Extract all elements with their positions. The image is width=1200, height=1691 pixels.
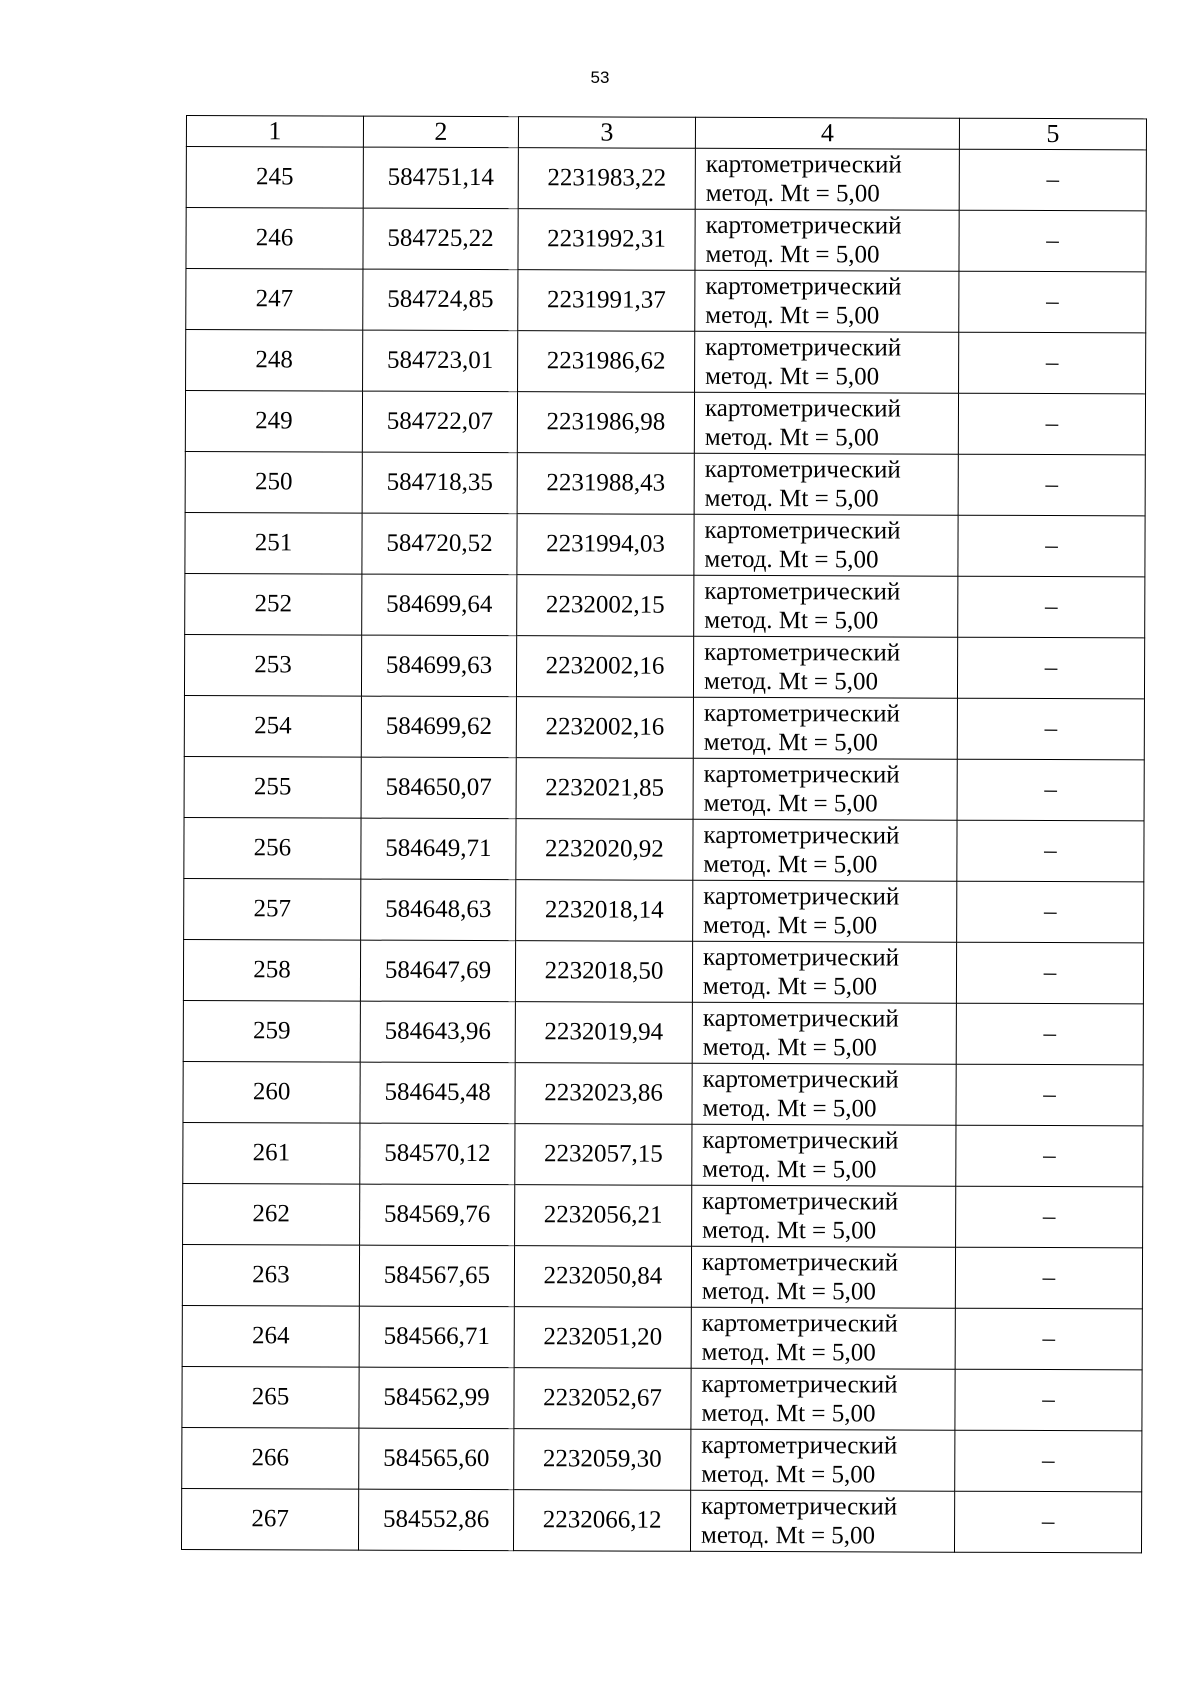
column-5-cell: – bbox=[957, 881, 1144, 943]
y-coordinate-cell: 2232056,21 bbox=[515, 1185, 692, 1247]
y-coordinate-cell: 2231986,62 bbox=[518, 331, 695, 393]
method-line-2: метод. Mt = 5,00 bbox=[704, 484, 879, 513]
x-coordinate-cell: 584567,65 bbox=[359, 1245, 514, 1307]
method-line-2: метод. Mt = 5,00 bbox=[704, 606, 879, 635]
method-line-1: картометрический bbox=[703, 882, 900, 911]
method-cell bbox=[695, 331, 959, 393]
method-line-2: метод. Mt = 5,00 bbox=[702, 1155, 877, 1184]
method-line-1: картометрический bbox=[704, 455, 901, 484]
y-coordinate-cell: 2232052,67 bbox=[514, 1368, 691, 1430]
method-line-1: картометрический bbox=[705, 150, 902, 179]
y-coordinate-cell: 2232057,15 bbox=[515, 1124, 692, 1186]
y-coordinate-cell: 2232002,16 bbox=[516, 636, 693, 698]
table-row bbox=[183, 1061, 1143, 1125]
y-coordinate-cell: 2232050,84 bbox=[514, 1246, 691, 1308]
method-line-1: картометрический bbox=[703, 760, 900, 789]
point-number-cell: 259 bbox=[183, 1000, 360, 1062]
y-coordinate-cell: 2232066,12 bbox=[513, 1490, 690, 1552]
x-coordinate-cell: 584751,14 bbox=[363, 147, 518, 209]
x-coordinate-cell: 584570,12 bbox=[360, 1123, 515, 1185]
point-number-cell: 250 bbox=[185, 451, 362, 513]
method-line-2: метод. Mt = 5,00 bbox=[703, 789, 878, 818]
table-row bbox=[185, 512, 1145, 576]
method-line-1: картометрический bbox=[701, 1370, 898, 1399]
header-col-3: 3 bbox=[518, 117, 695, 149]
method-line-2: метод. Mt = 5,00 bbox=[704, 423, 879, 452]
table-row bbox=[186, 269, 1146, 333]
column-5-cell: – bbox=[955, 1369, 1142, 1431]
method-line-1: картометрический bbox=[705, 272, 902, 301]
method-cell bbox=[693, 636, 957, 698]
x-coordinate-cell: 584552,86 bbox=[358, 1489, 513, 1551]
point-number-cell: 248 bbox=[186, 330, 363, 392]
column-5-cell: – bbox=[954, 1491, 1141, 1553]
x-coordinate-cell: 584699,62 bbox=[361, 696, 516, 758]
x-coordinate-cell: 584645,48 bbox=[360, 1062, 515, 1124]
point-number-cell: 256 bbox=[184, 817, 361, 879]
column-5-cell: – bbox=[958, 515, 1145, 577]
column-5-cell: – bbox=[955, 1247, 1142, 1309]
column-5-cell: – bbox=[958, 454, 1145, 516]
method-line-1: картометрический bbox=[704, 638, 901, 667]
point-number-cell: 257 bbox=[184, 878, 361, 940]
x-coordinate-cell: 584723,01 bbox=[363, 330, 518, 392]
method-line-2: метод. Mt = 5,00 bbox=[701, 1277, 876, 1306]
column-5-cell: – bbox=[955, 1430, 1142, 1492]
table-row bbox=[184, 878, 1144, 942]
x-coordinate-cell: 584699,63 bbox=[361, 635, 516, 697]
method-line-1: картометрический bbox=[702, 1126, 899, 1155]
point-number-cell: 267 bbox=[181, 1488, 358, 1550]
y-coordinate-cell: 2232021,85 bbox=[516, 758, 693, 820]
table-row bbox=[185, 391, 1145, 455]
method-cell bbox=[693, 697, 957, 759]
method-cell bbox=[694, 392, 958, 454]
method-cell bbox=[691, 1429, 955, 1491]
point-number-cell: 247 bbox=[186, 269, 363, 331]
table-row bbox=[182, 1427, 1142, 1491]
y-coordinate-cell: 2231992,31 bbox=[518, 209, 695, 271]
method-line-1: картометрический bbox=[703, 821, 900, 850]
column-5-cell: – bbox=[955, 1308, 1142, 1370]
table-row bbox=[183, 1122, 1143, 1186]
method-cell bbox=[694, 514, 958, 576]
method-line-1: картометрический bbox=[701, 1492, 898, 1521]
column-5-cell: – bbox=[956, 1186, 1143, 1248]
table-row bbox=[183, 1183, 1143, 1247]
y-coordinate-cell: 2232020,92 bbox=[516, 819, 693, 881]
y-coordinate-cell: 2231988,43 bbox=[517, 453, 694, 515]
method-cell bbox=[695, 148, 959, 210]
table-row bbox=[182, 1305, 1142, 1369]
table-row bbox=[182, 1244, 1142, 1308]
method-cell bbox=[694, 453, 958, 515]
table-row bbox=[185, 451, 1145, 515]
column-5-cell: – bbox=[959, 210, 1146, 272]
y-coordinate-cell: 2231994,03 bbox=[517, 514, 694, 576]
x-coordinate-cell: 584725,22 bbox=[363, 208, 518, 270]
column-5-cell: – bbox=[958, 576, 1145, 638]
table-row bbox=[183, 1000, 1143, 1064]
point-number-cell: 251 bbox=[185, 512, 362, 574]
y-coordinate-cell: 2232002,16 bbox=[516, 697, 693, 759]
method-line-2: метод. Mt = 5,00 bbox=[701, 1338, 876, 1367]
method-cell bbox=[693, 880, 957, 942]
x-coordinate-cell: 584566,71 bbox=[359, 1306, 514, 1368]
y-coordinate-cell: 2232018,50 bbox=[515, 941, 692, 1003]
header-col-2: 2 bbox=[363, 116, 518, 148]
x-coordinate-cell: 584643,96 bbox=[360, 1001, 515, 1063]
table-row bbox=[184, 695, 1144, 759]
y-coordinate-cell: 2232019,94 bbox=[515, 1002, 692, 1064]
method-line-1: картометрический bbox=[702, 1065, 899, 1094]
point-number-cell: 261 bbox=[183, 1122, 360, 1184]
method-line-1: картометрический bbox=[705, 333, 902, 362]
point-number-cell: 245 bbox=[186, 147, 363, 209]
method-line-2: метод. Mt = 5,00 bbox=[701, 1460, 876, 1489]
table-row bbox=[186, 147, 1146, 211]
column-5-cell: – bbox=[959, 332, 1146, 394]
x-coordinate-cell: 584720,52 bbox=[362, 513, 517, 575]
method-line-1: картометрический bbox=[703, 699, 900, 728]
column-5-cell: – bbox=[956, 1125, 1143, 1187]
method-line-2: метод. Mt = 5,00 bbox=[703, 911, 878, 940]
x-coordinate-cell: 584649,71 bbox=[361, 818, 516, 880]
column-5-cell: – bbox=[957, 698, 1144, 760]
header-col-1: 1 bbox=[186, 116, 363, 148]
coordinates-table bbox=[181, 115, 1147, 1553]
y-coordinate-cell: 2232051,20 bbox=[514, 1307, 691, 1369]
point-number-cell: 249 bbox=[185, 391, 362, 453]
column-5-cell: – bbox=[959, 271, 1146, 333]
method-line-2: метод. Mt = 5,00 bbox=[703, 728, 878, 757]
method-line-2: метод. Mt = 5,00 bbox=[702, 1216, 877, 1245]
method-line-1: картометрический bbox=[703, 943, 900, 972]
method-cell bbox=[691, 1246, 955, 1308]
method-line-1: картометрический bbox=[701, 1309, 898, 1338]
method-cell bbox=[692, 1002, 956, 1064]
method-line-2: метод. Mt = 5,00 bbox=[702, 1094, 877, 1123]
y-coordinate-cell: 2232018,14 bbox=[516, 880, 693, 942]
method-cell bbox=[693, 819, 957, 881]
header-col-4: 4 bbox=[695, 117, 959, 149]
method-line-2: метод. Mt = 5,00 bbox=[703, 850, 878, 879]
column-5-cell: – bbox=[958, 393, 1145, 455]
y-coordinate-cell: 2232023,86 bbox=[515, 1063, 692, 1125]
method-line-1: картометрический bbox=[702, 1004, 899, 1033]
method-line-2: метод. Mt = 5,00 bbox=[702, 972, 878, 1001]
x-coordinate-cell: 584718,35 bbox=[362, 452, 517, 514]
x-coordinate-cell: 584569,76 bbox=[360, 1184, 515, 1246]
column-5-cell: – bbox=[956, 1064, 1143, 1126]
y-coordinate-cell: 2231983,22 bbox=[518, 148, 695, 210]
point-number-cell: 265 bbox=[182, 1366, 359, 1428]
method-cell bbox=[692, 941, 956, 1003]
x-coordinate-cell: 584699,64 bbox=[362, 574, 517, 636]
point-number-cell: 266 bbox=[182, 1427, 359, 1489]
table-row bbox=[186, 208, 1146, 272]
point-number-cell: 255 bbox=[184, 756, 361, 818]
point-number-cell: 260 bbox=[183, 1061, 360, 1123]
method-line-1: картометрический bbox=[704, 516, 901, 545]
method-cell bbox=[692, 1124, 956, 1186]
method-line-1: картометрический bbox=[701, 1248, 899, 1277]
column-5-cell: – bbox=[959, 149, 1146, 211]
point-number-cell: 246 bbox=[186, 208, 363, 270]
y-coordinate-cell: 2231991,37 bbox=[518, 270, 695, 332]
x-coordinate-cell: 584722,07 bbox=[362, 391, 517, 453]
page-number: 53 bbox=[590, 68, 610, 87]
method-line-1: картометрический bbox=[701, 1431, 898, 1460]
table-row bbox=[185, 573, 1145, 637]
table-row bbox=[186, 330, 1146, 394]
point-number-cell: 263 bbox=[182, 1244, 359, 1306]
point-number-cell: 262 bbox=[183, 1183, 360, 1245]
table-row bbox=[183, 939, 1143, 1003]
column-5-cell: – bbox=[957, 759, 1144, 821]
method-line-2: метод. Mt = 5,00 bbox=[705, 301, 880, 330]
column-5-cell: – bbox=[957, 820, 1144, 882]
method-cell bbox=[692, 1063, 956, 1125]
y-coordinate-cell: 2232002,15 bbox=[517, 575, 694, 637]
column-5-cell: – bbox=[956, 1003, 1143, 1065]
table-row bbox=[184, 634, 1144, 698]
table-header-row bbox=[186, 116, 1146, 150]
method-line-2: метод. Mt = 5,00 bbox=[700, 1521, 876, 1550]
method-line-2: метод. Mt = 5,00 bbox=[705, 240, 880, 269]
method-line-2: метод. Mt = 5,00 bbox=[703, 667, 879, 696]
method-line-1: картометрический bbox=[705, 211, 902, 240]
method-line-2: метод. Mt = 5,00 bbox=[702, 1033, 877, 1062]
y-coordinate-cell: 2232059,30 bbox=[514, 1429, 691, 1491]
column-5-cell: – bbox=[957, 637, 1144, 699]
x-coordinate-cell: 584565,60 bbox=[359, 1428, 514, 1490]
point-number-cell: 253 bbox=[184, 634, 361, 696]
column-5-cell: – bbox=[956, 942, 1143, 1004]
method-cell bbox=[691, 1307, 955, 1369]
method-line-2: метод. Mt = 5,00 bbox=[704, 545, 879, 574]
point-number-cell: 258 bbox=[183, 939, 360, 1001]
method-line-2: метод. Mt = 5,00 bbox=[705, 362, 880, 391]
header-col-5: 5 bbox=[959, 118, 1146, 150]
method-cell bbox=[695, 270, 959, 332]
x-coordinate-cell: 584562,99 bbox=[359, 1367, 514, 1429]
method-cell bbox=[695, 209, 959, 271]
y-coordinate-cell: 2231986,98 bbox=[517, 392, 694, 454]
method-cell bbox=[693, 758, 957, 820]
point-number-cell: 254 bbox=[184, 695, 361, 757]
method-line-1: картометрический bbox=[702, 1187, 899, 1216]
method-cell bbox=[691, 1368, 955, 1430]
x-coordinate-cell: 584648,63 bbox=[361, 879, 516, 941]
method-line-1: картометрический bbox=[704, 394, 902, 423]
x-coordinate-cell: 584647,69 bbox=[360, 940, 515, 1002]
method-line-2: метод. Mt = 5,00 bbox=[705, 179, 880, 208]
x-coordinate-cell: 584724,85 bbox=[363, 269, 518, 331]
table-row bbox=[184, 756, 1144, 820]
table-row bbox=[184, 817, 1144, 881]
method-cell bbox=[692, 1185, 956, 1247]
method-line-1: картометрический bbox=[704, 577, 901, 606]
point-number-cell: 252 bbox=[185, 573, 362, 635]
table-row bbox=[182, 1366, 1142, 1430]
method-cell bbox=[690, 1490, 954, 1552]
x-coordinate-cell: 584650,07 bbox=[361, 757, 516, 819]
method-line-2: метод. Mt = 5,00 bbox=[701, 1399, 876, 1428]
table-row bbox=[181, 1488, 1141, 1552]
method-cell bbox=[694, 575, 958, 637]
point-number-cell: 264 bbox=[182, 1305, 359, 1367]
